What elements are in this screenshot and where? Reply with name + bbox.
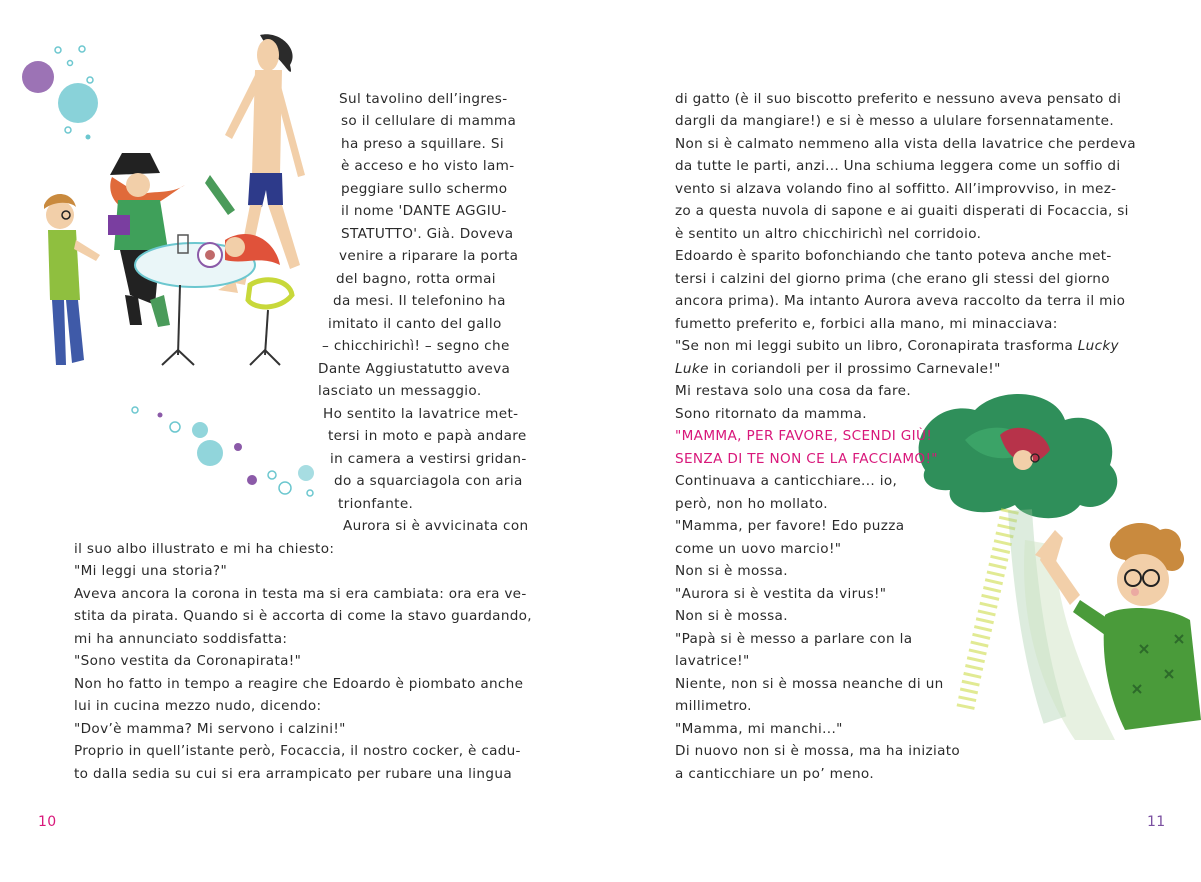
page-number-left: 10 xyxy=(38,814,57,830)
text-line xyxy=(675,337,1119,355)
text-line: imitato il canto del gallo xyxy=(328,316,502,332)
text-line: in camera a vestirsi gridan- xyxy=(330,451,527,467)
text-line: millimetro. xyxy=(675,698,752,714)
text-line: Dante Aggiustatutto aveva xyxy=(318,361,511,377)
text-line: to dalla sedia su cui si era arrampicato per rubare una lingua xyxy=(74,766,513,782)
text-line: "Aurora si è vestita da virus!" xyxy=(675,586,887,602)
text-line xyxy=(675,360,1001,378)
text-line: ha preso a squillare. Si xyxy=(341,136,505,152)
family-scene-illustration xyxy=(10,25,330,525)
text-line: da tutte le parti, anzi... Una schiuma leggera come un soffio di xyxy=(675,158,1121,174)
text-line: STATUTTO'. Già. Doveva xyxy=(341,226,514,242)
page-number-right: 11 xyxy=(1147,814,1166,830)
text-line: a canticchiare un po’ meno. xyxy=(675,766,875,782)
italic-title: Lucky xyxy=(1077,338,1119,354)
text-line: del bagno, rotta ormai xyxy=(336,271,496,287)
text-line: Di nuovo non si è mossa, ma ha iniziato xyxy=(675,743,961,759)
text-line: Continuava a canticchiare... io, xyxy=(675,473,898,489)
text-line: però, non ho mollato. xyxy=(675,496,828,512)
text-line: tersi in moto e papà andare xyxy=(328,428,527,444)
text-line: è sentito un altro chicchirichì nel corridoio. xyxy=(675,226,982,242)
text-line: stita da pirata. Quando si è accorta di come la stavo guardando, xyxy=(74,608,532,624)
text-line: "Sono vestita da Coronapirata!" xyxy=(74,653,302,669)
text-line: lavatrice!" xyxy=(675,653,750,669)
text-line: – chicchirichì! – segno che xyxy=(322,338,510,354)
text-line: il suo albo illustrato e mi ha chiesto: xyxy=(74,541,335,557)
text-line: il nome 'DANTE AGGIU- xyxy=(341,203,507,219)
text-line: so il cellulare di mamma xyxy=(341,113,517,129)
italic-title: Luke xyxy=(675,361,709,377)
text-line: "Mi leggi una storia?" xyxy=(74,563,228,579)
text-line: lui in cucina mezzo nudo, dicendo: xyxy=(74,698,322,714)
text-line: venire a riparare la porta xyxy=(339,248,519,264)
text-line: Non si è calmato nemmeno alla vista della lavatrice che perdeva xyxy=(675,136,1136,152)
text-line: lasciato un messaggio. xyxy=(318,383,482,399)
mother-in-cloud-illustration xyxy=(905,380,1201,780)
text-line: Aveva ancora la corona in testa ma si era cambiata: ora era ve- xyxy=(74,586,527,602)
text-line: Sul tavolino dell’ingres- xyxy=(339,91,508,107)
text-line: "Dov’è mamma? Mi servono i calzini!" xyxy=(74,721,346,737)
text-segment: in coriandoli per il prossimo Carnevale!" xyxy=(708,361,1001,377)
text-line: peggiare sullo schermo xyxy=(341,181,508,197)
text-line: "Mamma, mi manchi..." xyxy=(675,721,843,737)
text-line: Non si è mossa. xyxy=(675,608,788,624)
text-line: trionfante. xyxy=(338,496,414,512)
text-line: vento si alzava volando fino al soffitto. All’improvviso, in mez- xyxy=(675,181,1117,197)
text-line: dargli da mangiare!) e si è messo a ululare forsennatamente. xyxy=(675,113,1115,129)
text-line: Aurora si è avvicinata con xyxy=(343,518,529,534)
text-line: Non si è mossa. xyxy=(675,563,788,579)
text-line: fumetto preferito e, forbici alla mano, mi minacciava: xyxy=(675,316,1058,332)
highlight-line: SENZA DI TE NON CE LA FACCIAMO!" xyxy=(675,451,938,467)
text-line: mi ha annunciato soddisfatta: xyxy=(74,631,288,647)
text-line: da mesi. Il telefonino ha xyxy=(333,293,506,309)
text-line: è acceso e ho visto lam- xyxy=(341,158,515,174)
text-line: Edoardo è sparito bofonchiando che tanto poteva anche met- xyxy=(675,248,1112,264)
text-line: come un uovo marcio!" xyxy=(675,541,842,557)
highlight-line: "MAMMA, PER FAVORE, SCENDI GIÙ! xyxy=(675,428,933,444)
text-line: tersi i calzini del giorno prima (che erano gli stessi del giorno xyxy=(675,271,1110,287)
text-segment: "Se non mi leggi subito un libro, Coronapirata trasforma xyxy=(675,338,1078,354)
text-line: Non ho fatto in tempo a reagire che Edoardo è piombato anche xyxy=(74,676,524,692)
text-line: Proprio in quell’istante però, Focaccia, il nostro cocker, è cadu- xyxy=(74,743,521,759)
text-line: "Mamma, per favore! Edo puzza xyxy=(675,518,905,534)
text-line: zo a questa nuvola di sapone e ai guaiti disperati di Focaccia, si xyxy=(675,203,1129,219)
text-line: do a squarciagola con aria xyxy=(334,473,523,489)
text-line: Ho sentito la lavatrice met- xyxy=(323,406,519,422)
text-line: Sono ritornato da mamma. xyxy=(675,406,867,422)
text-line: Niente, non si è mossa neanche di un xyxy=(675,676,944,692)
text-line: "Papà si è messo a parlare con la xyxy=(675,631,913,647)
text-line: ancora prima). Ma intanto Aurora aveva raccolto da terra il mio xyxy=(675,293,1126,309)
text-line: di gatto (è il suo biscotto preferito e nessuno aveva pensato di xyxy=(675,91,1122,107)
text-line: Mi restava solo una cosa da fare. xyxy=(675,383,912,399)
